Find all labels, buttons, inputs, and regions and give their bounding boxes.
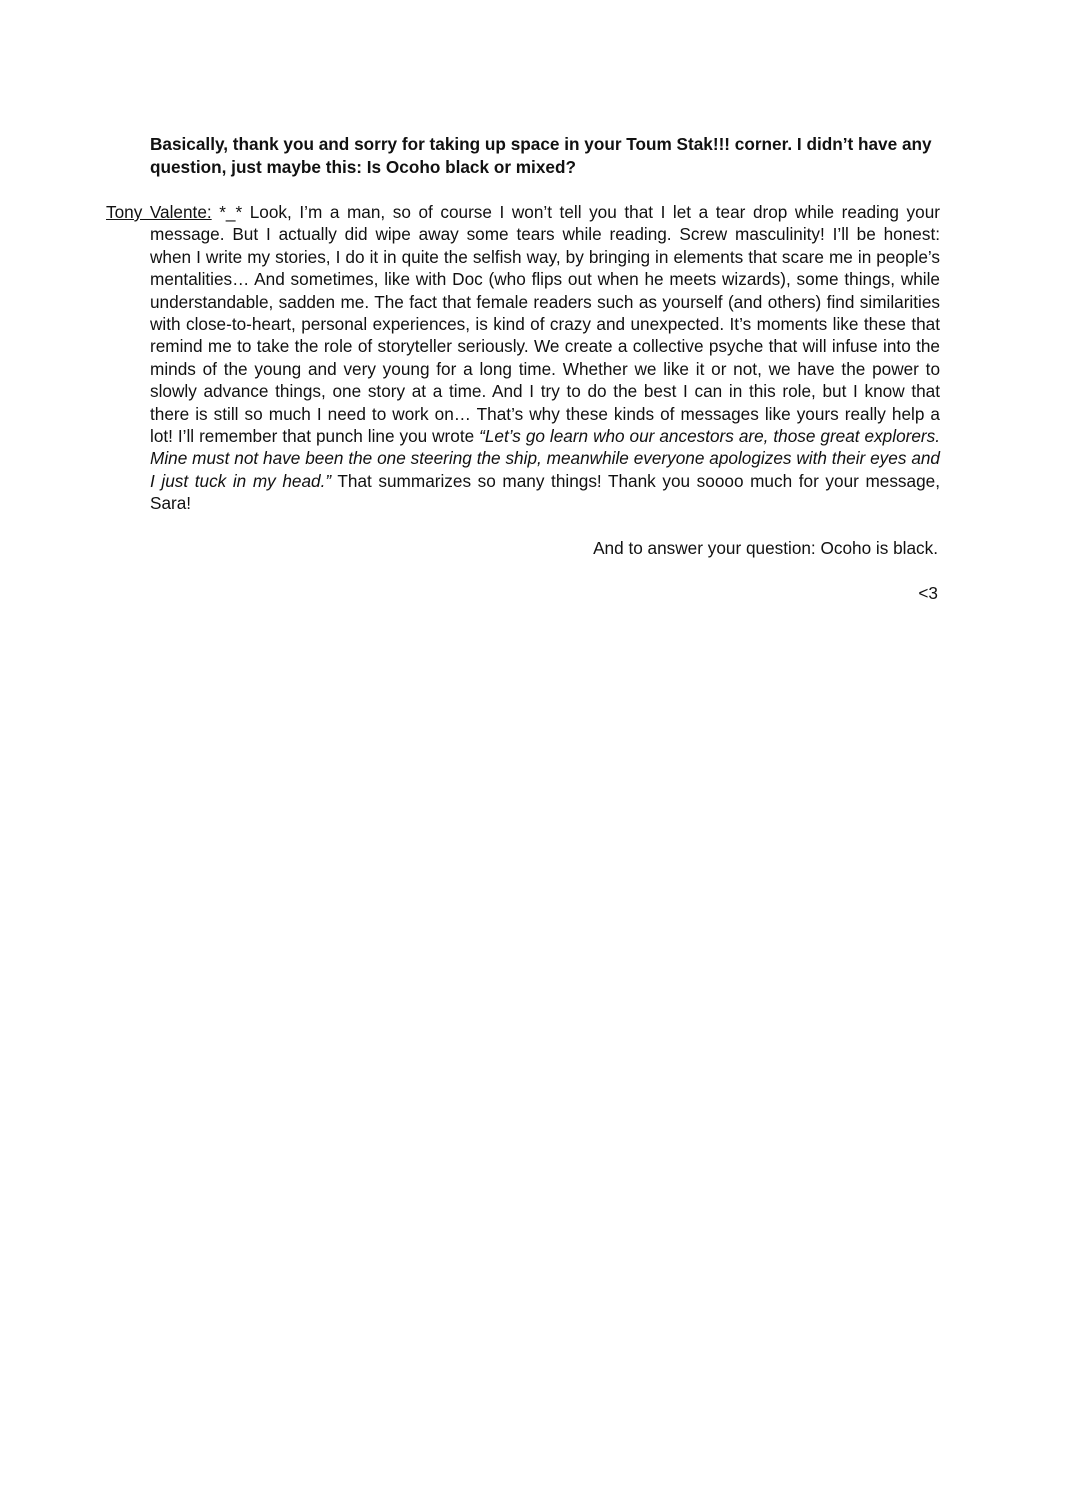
answer-to-question: And to answer your question: Ocoho is black. — [593, 538, 938, 558]
answer-text: *_* Look, I’m a man, so of course I won’t tell you that I let a tear drop while reading your message. But I actually did wipe away some tears while reading. Screw masculinity! I’ll be honest: when I write my stories, I do it in quite the selfish way, by bringing in elements that scare me in people’s mentalities… And sometimes, like with Doc (who flips out when he meets wizards), some things, while understandable, sadden me. The fact that female readers such as yourself (and others) find similarities with close-to-heart, personal experiences, is kind of crazy and unexpected. It’s moments like these that remind me to take the role of storyteller seriously. We create a collective psyche that will infuse into the minds of the young and very young for a long time. Whether we like it or not, we have the power to slowly advance things, one story at a time. And I try to do the best I can in this role, but I know that there is still so much I need to work on… That’s why these kinds of messages like yours really help a lot! I’ll remember that punch line you wrote — [150, 202, 940, 447]
author-answer — [106, 201, 940, 515]
speaker-name: Tony Valente: — [106, 202, 212, 222]
heart-sign-off: <3 — [918, 583, 938, 603]
reader-question: Basically, thank you and sorry for taking up space in your Toum Stak!!! corner. I didn’t have any question, just maybe this: Is Ocoho black or mixed? — [150, 134, 932, 177]
answer-text-end: That summarizes so many things! Thank you soooo much for your message, Sara! — [150, 470, 940, 514]
quoted-line: “Let’s go learn who our ancestors are, those great explorers. Mine must not have been the one steering the ship, meanwhile everyone apologizes with their eyes and I just tuck in my head.” — [150, 426, 940, 491]
